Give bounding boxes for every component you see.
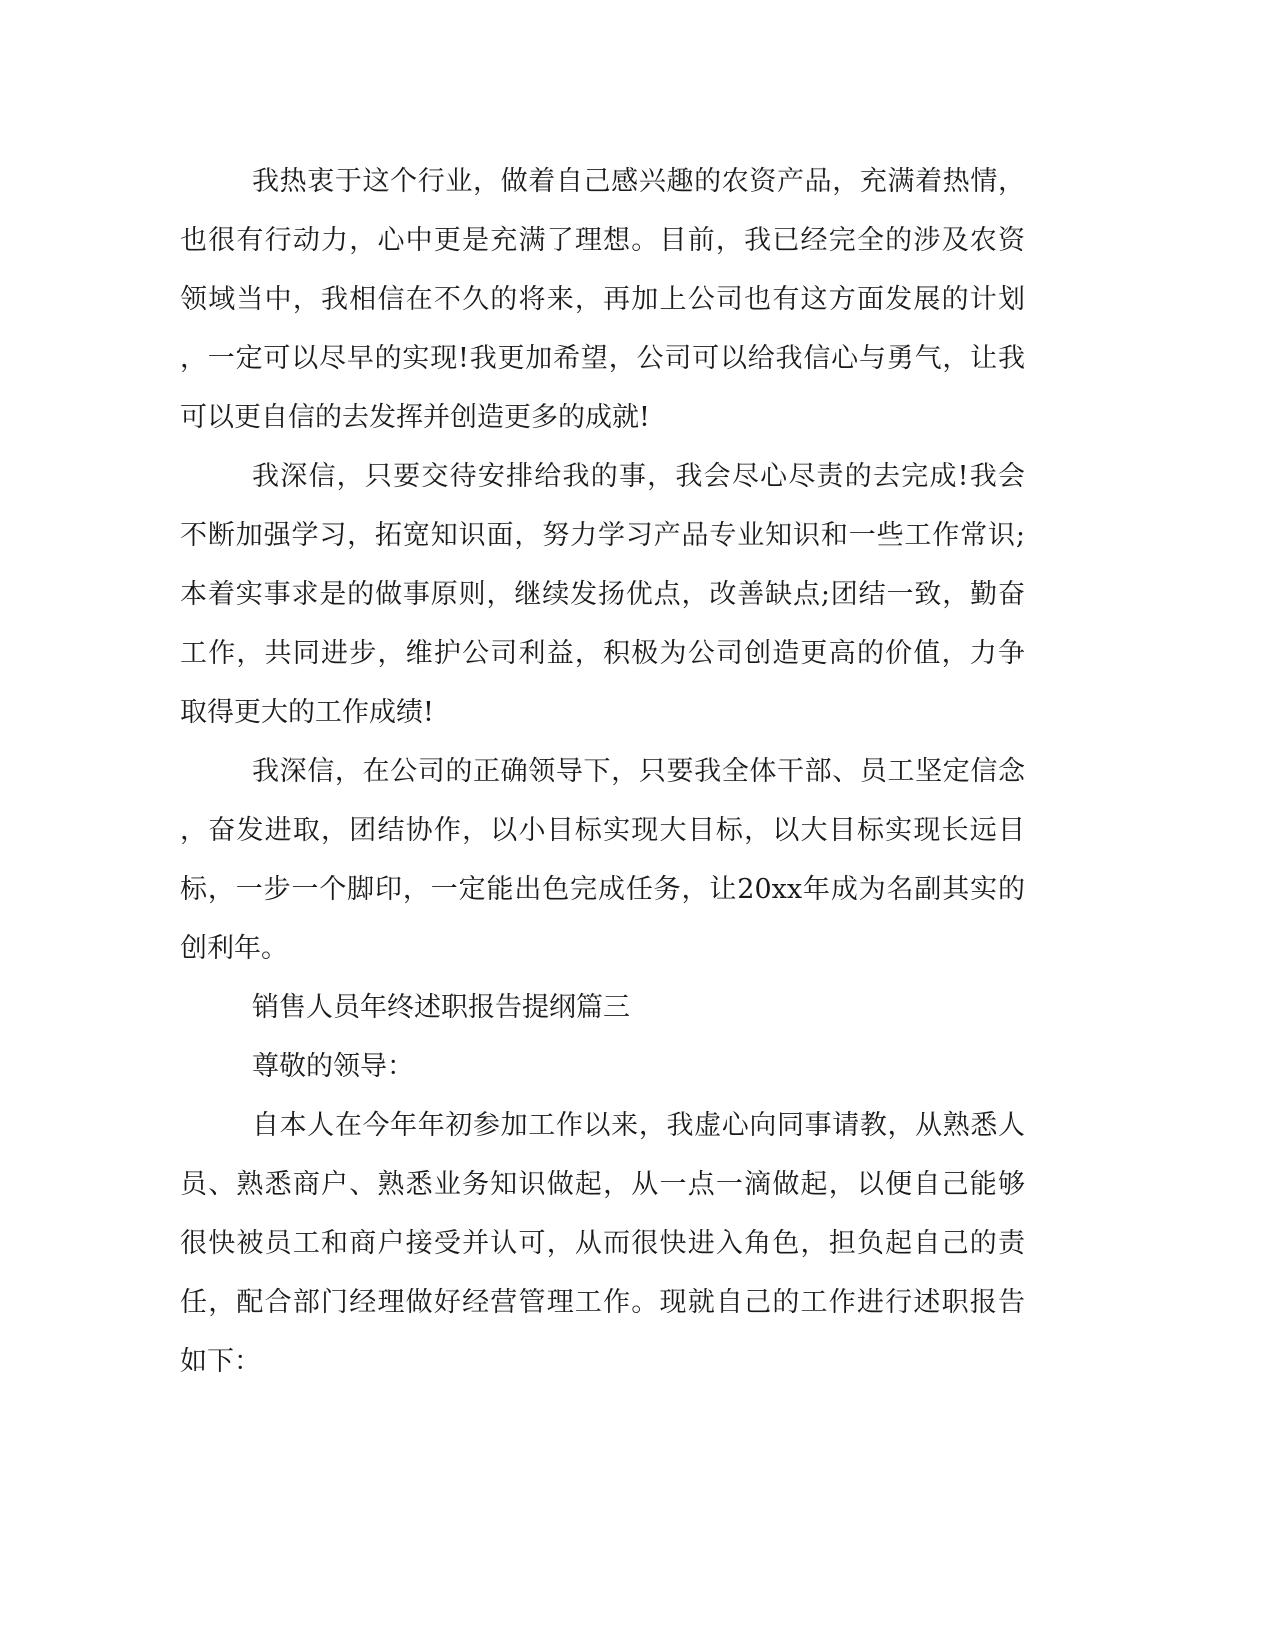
text-line: 取得更大的工作成绩! <box>180 697 434 728</box>
text-line: 我深信，在公司的正确领导下，只要我全体干部、员工坚定信念 <box>252 756 1025 787</box>
text-line: 工作，共同进步，维护公司利益，积极为公司创造更高的价值，力争 <box>180 638 1025 669</box>
text-line: 领域当中，我相信在不久的将来，再加上公司也有这方面发展的计划 <box>180 284 1025 315</box>
text-line: 任，配合部门经理做好经营管理工作。现就自己的工作进行述职报告 <box>180 1287 1025 1318</box>
section-title: 销售人员年终述职报告提纲篇三 <box>252 992 630 1023</box>
text-line: 自本人在今年年初参加工作以来，我虚心向同事请教，从熟悉人 <box>252 1110 1025 1141</box>
text-line: 如下： <box>180 1346 261 1377</box>
text-line: 我热衷于这个行业，做着自己感兴趣的农资产品，充满着热情， <box>252 166 1025 197</box>
paragraph-industry-passion <box>180 152 1025 447</box>
text-line: 我深信，只要交待安排给我的事，我会尽心尽责的去完成!我会 <box>252 461 1025 492</box>
text-line: 本着实事求是的做事原则，继续发扬优点，改善缺点;团结一致，勤奋 <box>180 579 1025 610</box>
section-heading <box>180 978 1025 1037</box>
paragraph-confidence <box>180 742 1025 978</box>
paragraph-commitment <box>180 447 1025 742</box>
text-line: 标，一步一个脚印，一定能出色完成任务，让20xx年成为名副其实的 <box>180 874 1025 905</box>
text-line: 创利年。 <box>180 933 288 964</box>
salutation <box>180 1037 1025 1096</box>
document-body <box>180 152 1025 1391</box>
text-line: 很快被员工和商户接受并认可，从而很快进入角色，担负起自己的责 <box>180 1228 1025 1259</box>
text-line: 员、熟悉商户、熟悉业务知识做起，从一点一滴做起，以便自己能够 <box>180 1169 1025 1200</box>
text-line: ，一定可以尽早的实现!我更加希望，公司可以给我信心与勇气，让我 <box>180 343 1025 374</box>
text-line: 也很有行动力，心中更是充满了理想。目前，我已经完全的涉及农资 <box>180 225 1025 256</box>
text-line: 不断加强学习，拓宽知识面，努力学习产品专业知识和一些工作常识; <box>180 520 1025 551</box>
salutation-text: 尊敬的领导： <box>252 1051 414 1082</box>
text-line: ，奋发进取，团结协作，以小目标实现大目标，以大目标实现长远目 <box>180 815 1025 846</box>
text-line: 可以更自信的去发挥并创造更多的成就! <box>180 402 650 433</box>
paragraph-introduction <box>180 1096 1025 1391</box>
